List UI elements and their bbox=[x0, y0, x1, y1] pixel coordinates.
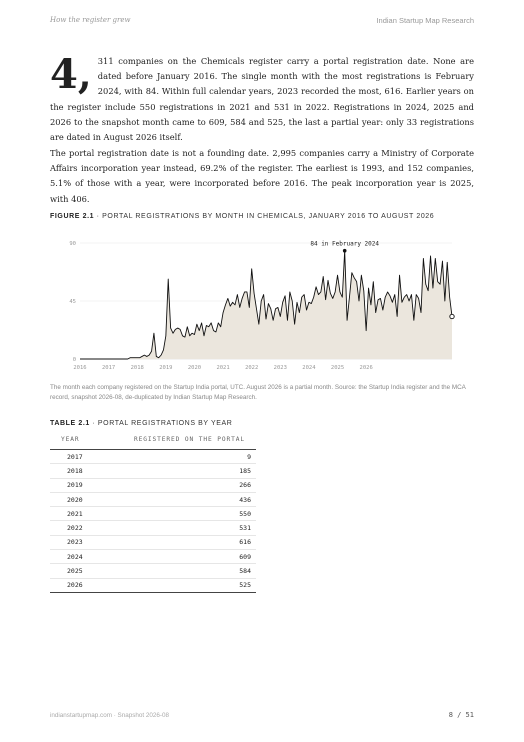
table-row bbox=[50, 450, 256, 464]
column-header-year: YEAR bbox=[50, 432, 93, 450]
y-tick-label: 45 bbox=[69, 299, 76, 305]
peak-annotation: 84 in February 2024 bbox=[310, 240, 380, 248]
cell-registered: 609 bbox=[93, 550, 256, 564]
table-row bbox=[50, 578, 256, 592]
cell-registered: 436 bbox=[93, 492, 256, 506]
x-tick-label: 2025 bbox=[330, 365, 345, 371]
table-row bbox=[50, 478, 256, 492]
cell-year: 2017 bbox=[50, 450, 93, 464]
figure-title bbox=[50, 213, 434, 220]
page-number: 8 / 51 bbox=[448, 711, 474, 719]
figure-title-text: · PORTAL REGISTRATIONS BY MONTH IN CHEMICALS, JANUARY 2016 TO AUGUST 2026 bbox=[94, 213, 435, 220]
y-tick-label: 0 bbox=[72, 357, 76, 363]
table-row bbox=[50, 507, 256, 521]
y-tick-label: 90 bbox=[69, 241, 76, 247]
cell-registered: 185 bbox=[93, 464, 256, 478]
table-label: TABLE 2.1 bbox=[50, 420, 90, 427]
table-title bbox=[50, 420, 232, 427]
peak-marker bbox=[343, 249, 347, 253]
cell-year: 2025 bbox=[50, 564, 93, 578]
section-title: How the register grew bbox=[50, 16, 131, 24]
x-tick-label: 2019 bbox=[159, 365, 173, 371]
partial-month-marker bbox=[450, 314, 454, 318]
cell-registered: 550 bbox=[93, 507, 256, 521]
cell-registered: 9 bbox=[93, 450, 256, 464]
cell-year: 2022 bbox=[50, 521, 93, 535]
table-row bbox=[50, 464, 256, 478]
cell-registered: 525 bbox=[93, 578, 256, 592]
figure-label: FIGURE 2.1 bbox=[50, 213, 95, 220]
cell-year: 2023 bbox=[50, 535, 93, 549]
table-header-row bbox=[50, 432, 256, 450]
figure-caption: The month each company registered on the Startup India portal, UTC. August 2026 is a partial month. Source: the Startup India register and the MCA record, snapshot 2026-08, de-duplicated by Indian Startup Map Research. bbox=[50, 384, 466, 401]
x-tick-label: 2020 bbox=[187, 365, 202, 371]
table-body bbox=[50, 450, 256, 593]
table-row bbox=[50, 564, 256, 578]
cell-year: 2026 bbox=[50, 578, 93, 592]
registrations-table bbox=[50, 432, 256, 593]
paragraph-1-text: 311 companies on the Chemicals register carry a portal registration date. None are dated before January 2016. The single month with the most registrations is February 2024, with 84. Within full calendar years, 2023 recorded the most, 616. Earlier years on the register include 550 registrations in 2021 and 531 in 2022. Registrations in 2024, 2025 and 2026 to the snapshot month came to 609, 584 and 525, the last a partial year: only 33 registrations are dated in August 2026 itself. bbox=[50, 56, 474, 143]
cell-registered: 531 bbox=[93, 521, 256, 535]
table-row bbox=[50, 550, 256, 564]
cell-year: 2021 bbox=[50, 507, 93, 521]
x-tick-label: 2023 bbox=[273, 365, 287, 371]
cell-registered: 266 bbox=[93, 478, 256, 492]
table-row bbox=[50, 521, 256, 535]
footer-source: indianstartupmap.com · Snapshot 2026-08 bbox=[50, 712, 170, 719]
x-tick-label: 2024 bbox=[302, 365, 316, 371]
running-header bbox=[50, 16, 474, 30]
paragraph-2: The portal registration date is not a founding date. 2,995 companies carry a Ministry of Corporate Affairs incorporation year instead, 69.2% of the register. The earliest is 1993, and 152 companies, 5.1% of those with a year, were incorporated before 2016. The peak incorporation year is 2025, with 406. bbox=[50, 148, 474, 204]
x-tick-label: 2018 bbox=[130, 365, 144, 371]
registrations-area-chart bbox=[50, 228, 474, 376]
cell-registered: 584 bbox=[93, 564, 256, 578]
paragraph-1 bbox=[50, 51, 474, 145]
cell-registered: 616 bbox=[93, 535, 256, 549]
table-row bbox=[50, 492, 256, 506]
x-tick-label: 2017 bbox=[101, 365, 116, 371]
x-tick-label: 2021 bbox=[216, 365, 230, 371]
cell-year: 2024 bbox=[50, 550, 93, 564]
table-title-text: · PORTAL REGISTRATIONS BY YEAR bbox=[89, 420, 233, 427]
cell-year: 2019 bbox=[50, 478, 93, 492]
x-tick-label: 2016 bbox=[73, 365, 87, 371]
drop-cap: 4, bbox=[50, 51, 92, 98]
cell-year: 2018 bbox=[50, 464, 93, 478]
cell-year: 2020 bbox=[50, 492, 93, 506]
publisher-name: Indian Startup Map Research bbox=[376, 16, 474, 25]
table-row bbox=[50, 535, 256, 549]
x-tick-label: 2022 bbox=[245, 365, 259, 371]
x-tick-label: 2026 bbox=[359, 365, 373, 371]
column-header-registered: REGISTERED ON THE PORTAL bbox=[93, 432, 256, 450]
